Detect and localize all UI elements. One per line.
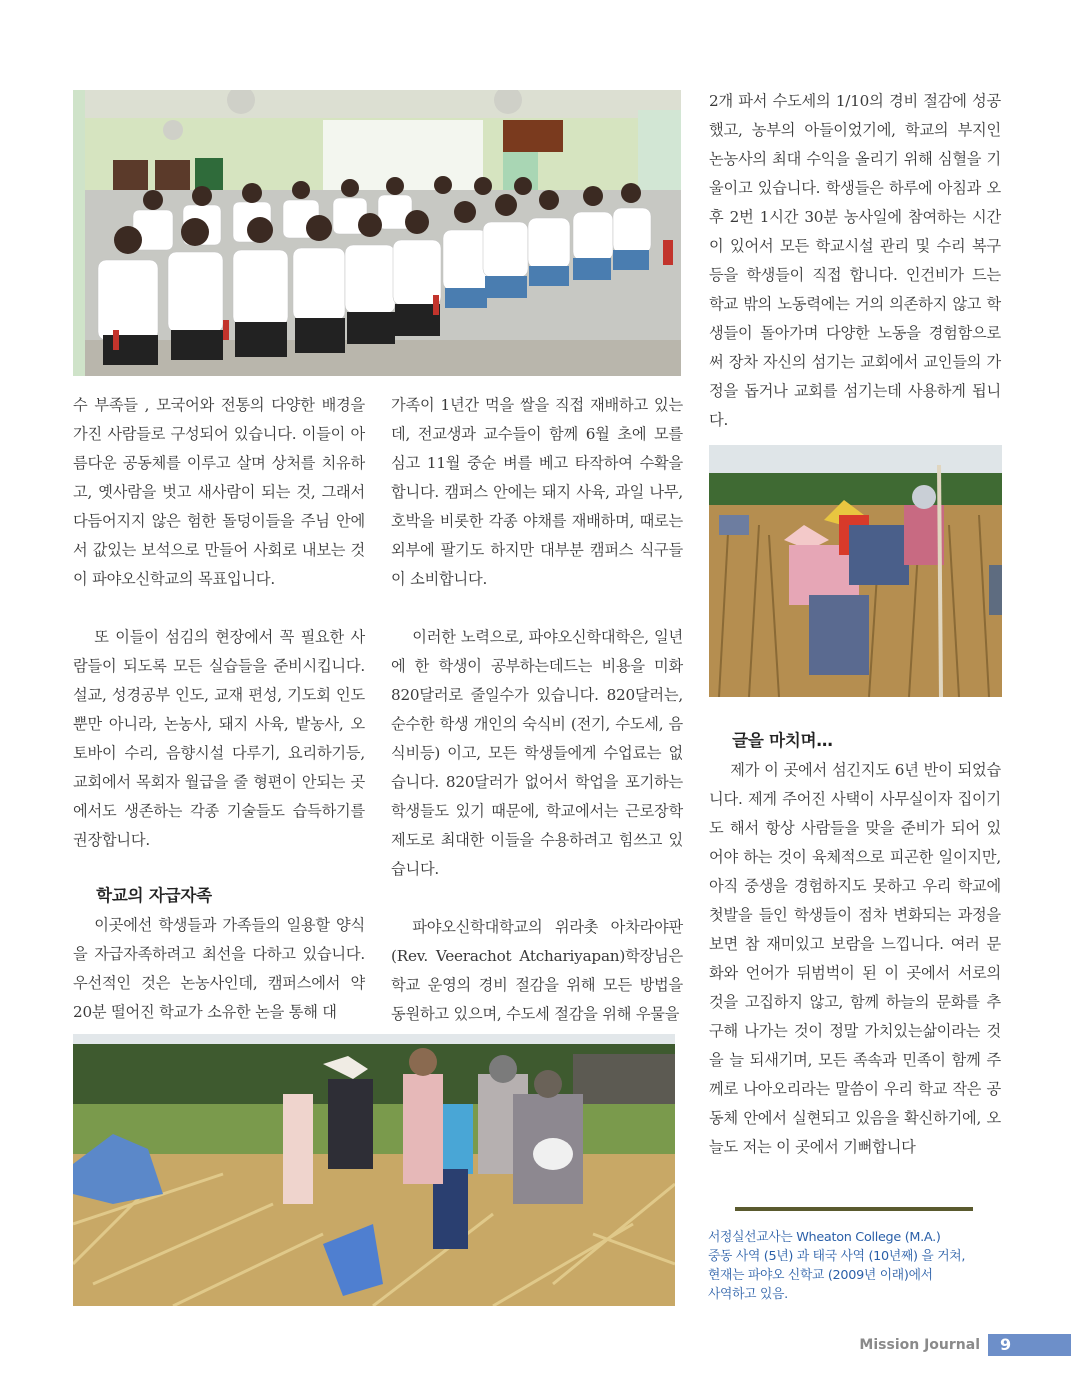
- column-2: [391, 391, 683, 1029]
- threshing-photo: [73, 1034, 675, 1306]
- column-3-top: [709, 87, 1001, 435]
- col2-paragraph-2: 이러한 노력으로, 파야오신학대학은, 일년에 한 학생이 공부하는데드는 비용을 미화 820달러로 줄일수가 있습니다. 820달러는, 순수한 학생 개인의 숙식비 (전기, 수도세, 음식비등) 이고, 모든 학생들에게 수업료는 없습니다. 820달러가 없어서 학업을 포기하는 학생들도 있기 때문에, 학교에서는 근로장학제도로 최대한 이들을 수용하려고 힘쓰고 있습니다.: [391, 628, 683, 878]
- bio-line-4: 사역하고 있음.: [708, 1287, 788, 1302]
- bio-line-3: 현재는 파야오 신학교 (2009년 이래)에서: [708, 1268, 933, 1283]
- journal-name: Mission Journal: [859, 1337, 980, 1353]
- col1-paragraph-2: 또 이들이 섬김의 현장에서 꼭 필요한 사람들이 되도록 모든 실습들을 준비시킵니다. 설교, 성경공부 인도, 교재 편성, 기도회 인도뿐만 아니라, 논농사, 돼지 사육, 밭농사, 오토바이 수리, 음향시설 다루기, 요리하기등, 교회에서 목회자 월급을 줄 형편이 안되는 곳에서도 생존하는 각종 기술들도 습득하기를 권장합니다.: [73, 628, 365, 849]
- page-number: 9: [988, 1334, 1071, 1356]
- bio-line-1: 서정실선교사는 Wheaton College (M.A.): [708, 1230, 941, 1245]
- bio-line-2: 중동 사역 (5년) 과 태국 사역 (10년째) 을 거쳐,: [708, 1249, 966, 1264]
- rice-harvest-photo: [709, 445, 1002, 697]
- col2-paragraph-3: 파야오신학대학교의 위라촛 아차라야판 (Rev. Veerachot Atchariyapan)학장님은 학교 운영의 경비 절감을 위해 모든 방법을 동원하고 있으며, 수도세 절감을 위해 우물을: [391, 918, 683, 1023]
- section-heading-self-sufficiency: 학교의 자급자족: [96, 886, 212, 905]
- author-bio: [708, 1228, 1008, 1304]
- author-bio-divider: [735, 1207, 973, 1211]
- col1-paragraph-1: 수 부족들 , 모국어와 전통의 다양한 배경을 가진 사람들로 구성되어 있습니다. 이들이 아름다운 공동체를 이루고 살며 상처를 치유하고, 옛사람을 벗고 새사람이 되는 것, 그래서 다듬어지지 않은 험한 돌덩이들을 주님 안에서 값있는 보석으로 만들어 사회로 내보는 것이 파야오신학교의 목표입니다.: [73, 396, 365, 588]
- classroom-photo: [73, 90, 681, 376]
- column-1: [73, 391, 365, 1027]
- column-3-bottom: [709, 726, 1001, 1162]
- col3-paragraph-2: 제가 이 곳에서 섬긴지도 6년 반이 되었습니다. 제게 주어진 사택이 사무실이자 집이기도 해서 항상 사람들을 맞을 준비가 되어 있어야 하는 것이 육체적으로 피곤한 일이지만, 아직 중생을 경험하지도 못하고 우리 학교에 첫발을 들인 학생들이 점차 변화되는 과정을 보면 참 재미있고 보람을 느낍니다. 여러 문화와 언어가 뒤범벅이 된 이 곳에서 서로의 것을 고집하지 않고, 함께 하늘의 문화를 추구해 나가는 것이 정말 가치있는삶이라는 것을 늘 되새기며, 모든 족속과 민족이 함께 주께로 나아오리라는 말씀이 우리 학교 작은 공동체 안에서 실현되고 있음을 확신하기에, 오늘도 저는 이 곳에서 기뻐합니다: [709, 761, 1001, 1156]
- col2-paragraph-1: 가족이 1년간 먹을 쌀을 직접 재배하고 있는데, 전교생과 교수들이 함께 6월 초에 모를 심고 11월 중순 벼를 베고 타작하여 수확을 합니다. 캠퍼스 안에는 돼지 사육, 과일 나무, 호박을 비롯한 각종 야채를 재배하며, 때로는 외부에 팔기도 하지만 대부분 캠퍼스 식구들이 소비합니다.: [391, 396, 683, 588]
- col3-paragraph-1: 2개 파서 수도세의 1/10의 경비 절감에 성공했고, 농부의 아들이었기에, 학교의 부지인 논농사의 최대 수익을 올리기 위해 심혈을 기울이고 있습니다. 학생들은 하루에 아침과 오후 2번 1시간 30분 농사일에 참여하는 시간이 있어서 모든 학교시설 관리 및 수리 복구등을 학생들이 직접 합니다. 인건비가 드는 학교 밖의 노동력에는 거의 의존하지 않고 학생들이 돌아가며 다양한 노동을 경험함으로써 장차 자신의 섬기는 교회에서 교인들의 가정을 돕거나 교회를 섬기는데 사용하게 됩니다.: [709, 92, 1001, 429]
- col1-paragraph-3: 이곳에선 학생들과 가족들의 일용할 양식을 자급자족하려고 최선을 다하고 있습니다. 우선적인 것은 논농사인데, 캠퍼스에서 약 20분 떨어진 학교가 소유한 논을 통해 대: [73, 916, 365, 1021]
- section-heading-closing: 글을 마치며…: [732, 731, 833, 750]
